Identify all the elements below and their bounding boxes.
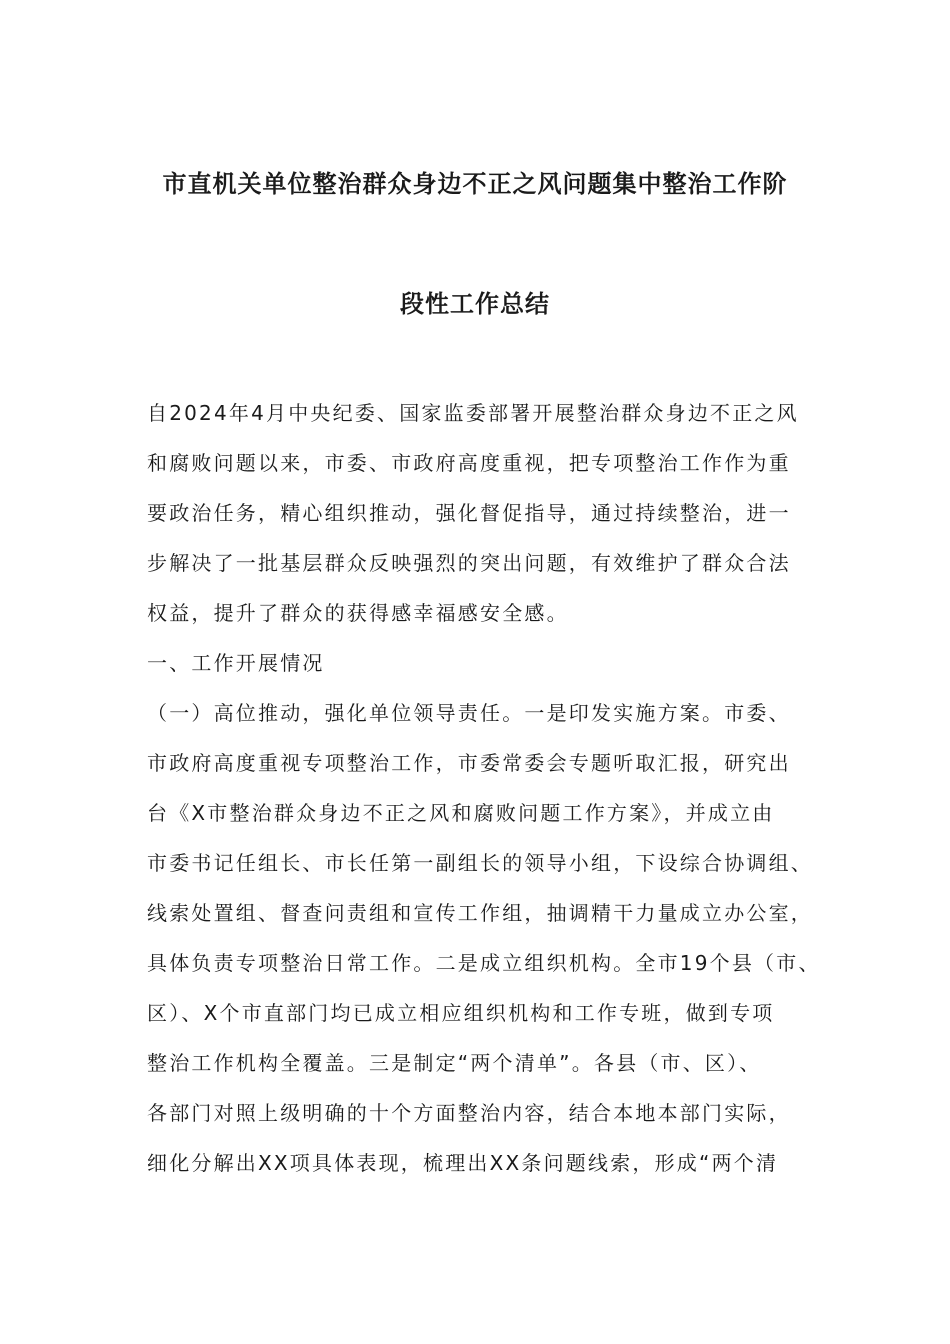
body-line: 区）、X个市直部门均已成立相应组织机构和工作专班，做到专项	[147, 1001, 775, 1025]
body-line: 各部门对照上级明确的十个方面整治内容，结合本地本部门实际，	[147, 1101, 791, 1125]
document-body	[147, 397, 847, 1197]
section-heading: 一、工作开展情况	[147, 651, 325, 675]
document-title-line-1: 市直机关单位整治群众身边不正之风问题集中整治工作阶	[162, 170, 788, 198]
body-line: 线索处置组、督查问责组和宣传工作组，抽调精干力量成立办公室，	[147, 901, 813, 925]
body-line: 具体负责专项整治日常工作。二是成立组织机构。全市19个县（市、	[147, 951, 821, 975]
body-line: 细化分解出XX项具体表现，梳理出XX条问题线索，形成“两个清	[147, 1151, 779, 1175]
body-line: 要政治任务，精心组织推动，强化督促指导，通过持续整治，进一	[147, 501, 791, 525]
body-line: 自2024年4月中央纪委、国家监委部署开展整治群众身边不正之风	[147, 401, 799, 425]
document-title-line-2: 段性工作总结	[400, 290, 550, 318]
body-line: 市政府高度重视专项整治工作，市委常委会专题听取汇报，研究出	[147, 751, 791, 775]
body-line: 市委书记任组长、市长任第一副组长的领导小组，下设综合协调组、	[147, 851, 813, 875]
body-line: 整治工作机构全覆盖。三是制定“两个清单”。各县（市、区）、	[147, 1051, 762, 1075]
body-line: （一）高位推动，强化单位领导责任。一是印发实施方案。市委、	[147, 701, 791, 725]
body-line: 和腐败问题以来，市委、市政府高度重视，把专项整治工作作为重	[147, 451, 791, 475]
body-line: 步解决了一批基层群众反映强烈的突出问题，有效维护了群众合法	[147, 551, 791, 575]
body-line: 权益，提升了群众的获得感幸福感安全感。	[147, 601, 569, 625]
body-line: 台《X市整治群众身边不正之风和腐败问题工作方案》，并成立由	[147, 801, 775, 825]
